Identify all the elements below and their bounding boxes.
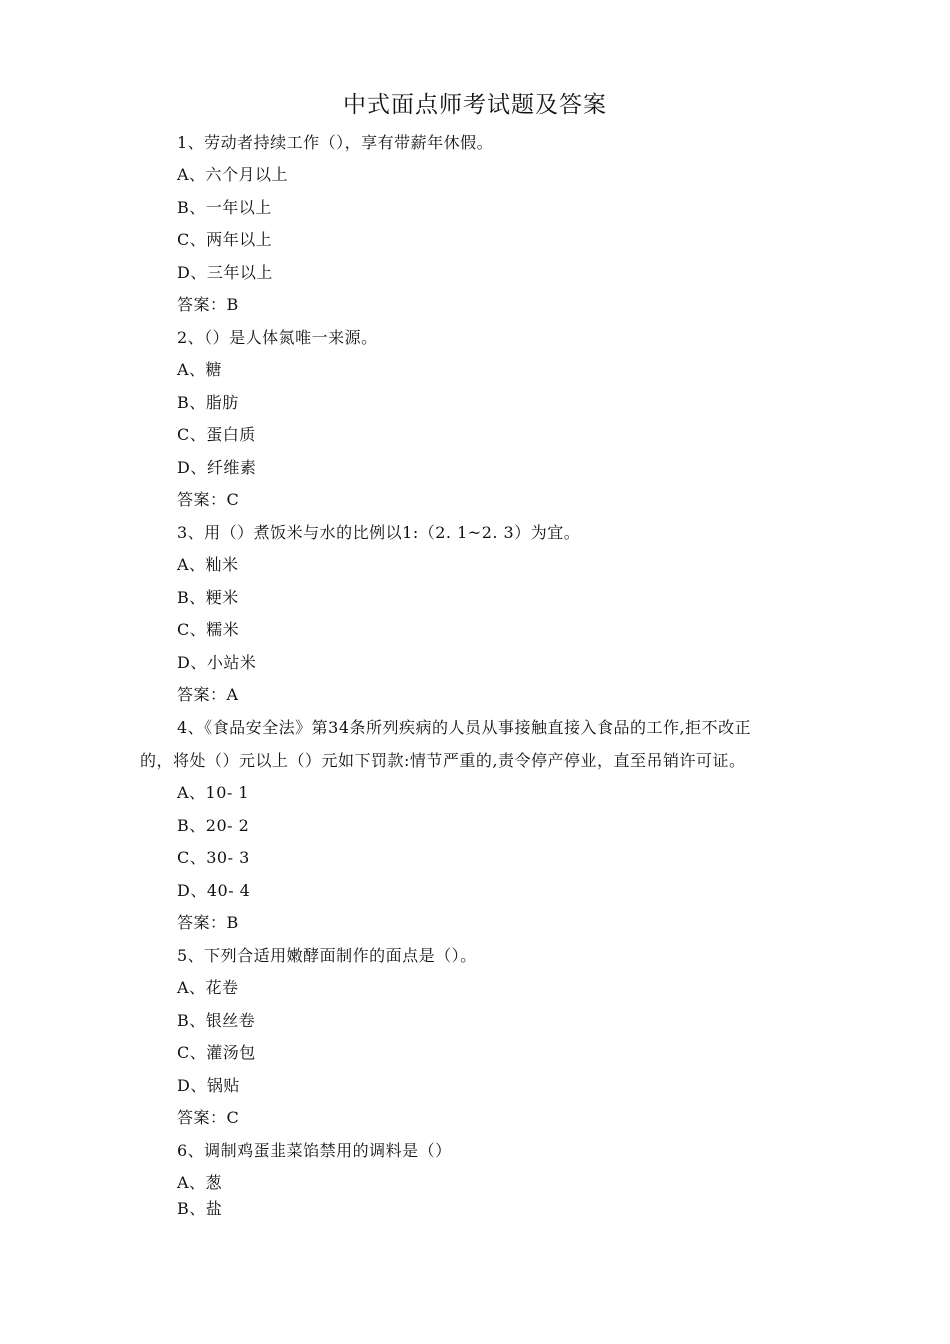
question-3-answer: 答案：A: [177, 685, 239, 704]
question-5-answer: 答案：C: [177, 1108, 240, 1127]
question-2-option-a: A、糖: [177, 360, 223, 379]
question-2-option-d: D、纤维素: [177, 458, 257, 477]
question-2-option-b: B、脂肪: [177, 393, 239, 412]
question-3-option-d: D、小站米: [177, 653, 257, 672]
question-1-option-a: A、六个月以上: [177, 165, 289, 184]
question-4-option-c: C、30- 3: [177, 848, 250, 867]
question-4-stem-continued: 的，将处（）元以上（）元如下罚款:情节严重的,责令停产停业，直至吊销许可证。: [140, 751, 746, 770]
question-1-option-d: D、三年以上: [177, 263, 273, 282]
question-1-stem: 1、劳动者持续工作（），享有带薪年休假。: [177, 133, 494, 152]
document-title: 中式面点师考试题及答案: [343, 92, 607, 118]
question-2-stem: 2、（）是人体氮唯一来源。: [177, 328, 378, 347]
question-5-option-c: C、灌汤包: [177, 1043, 256, 1062]
question-4-answer: 答案：B: [177, 913, 239, 932]
question-5-option-b: B、银丝卷: [177, 1011, 256, 1030]
question-4-stem: 4、《食品安全法》第34条所列疾病的人员从事接触直接入食品的工作,拒不改正: [177, 718, 752, 737]
question-2-answer: 答案：C: [177, 490, 240, 509]
question-2-option-c: C、蛋白质: [177, 425, 256, 444]
question-1-option-b: B、一年以上: [177, 198, 272, 217]
question-3-stem: 3、用（）煮饭米与水的比例以1:（2. 1~2. 3）为宜。: [177, 523, 581, 542]
question-6-stem: 6、调制鸡蛋韭菜馅禁用的调料是（）: [177, 1141, 452, 1160]
question-4-option-d: D、40- 4: [177, 881, 251, 900]
question-5-stem: 5、下列合适用嫩酵面制作的面点是（）。: [177, 946, 477, 965]
question-3-option-a: A、籼米: [177, 555, 239, 574]
question-1-option-c: C、两年以上: [177, 230, 273, 249]
question-3-option-c: C、糯米: [177, 620, 240, 639]
question-4-option-b: B、20- 2: [177, 816, 250, 835]
question-6-option-b: B、盐: [177, 1199, 223, 1218]
question-3-option-b: B、粳米: [177, 588, 239, 607]
question-6-option-a: A、葱: [177, 1173, 223, 1192]
question-5-option-d: D、锅贴: [177, 1076, 240, 1095]
question-5-option-a: A、花卷: [177, 978, 239, 997]
question-4-option-a: A、10- 1: [177, 783, 250, 802]
question-1-answer: 答案：B: [177, 295, 239, 314]
